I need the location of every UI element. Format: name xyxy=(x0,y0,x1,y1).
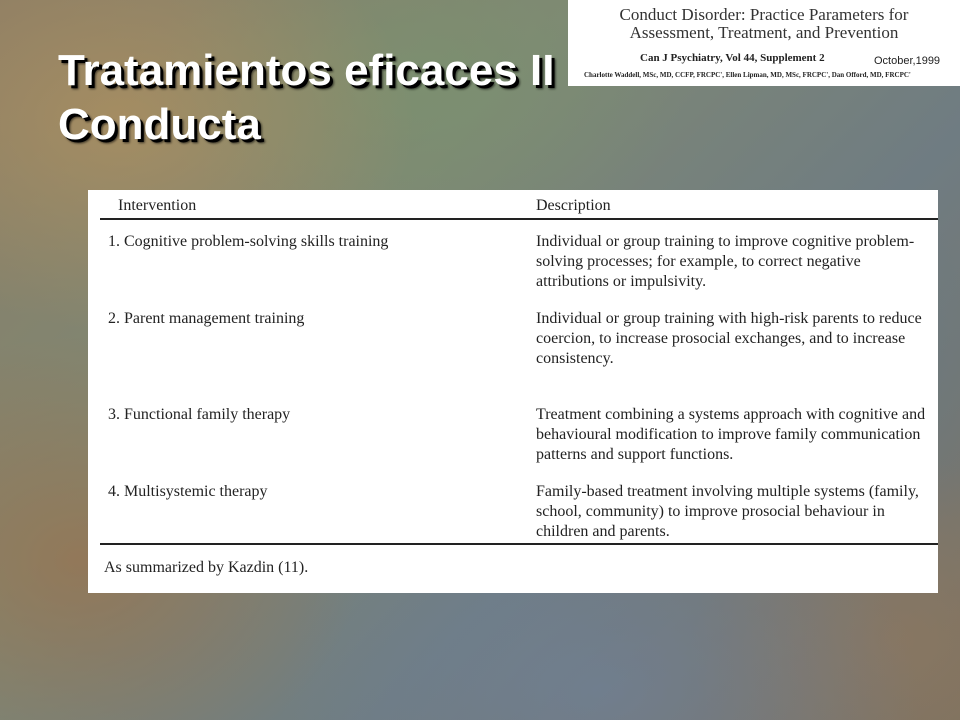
row-intervention: 1. Cognitive problem-solving skills training xyxy=(108,233,389,250)
footer-rule xyxy=(100,543,938,545)
header-description: Description xyxy=(536,197,611,214)
slide-title xyxy=(58,44,554,152)
header-intervention: Intervention xyxy=(118,197,197,214)
citation-title-line1: Conduct Disorder: Practice Parameters for xyxy=(619,5,909,24)
interventions-table xyxy=(88,190,938,593)
header-rule xyxy=(100,218,938,220)
row-description: Individual or group training with high-risk parents to reduce coercion, to increase prosocial exchanges, and to increase consistency. xyxy=(536,310,922,367)
row-description: Treatment combining a systems approach with cognitive and behavioural modification to improve family communication patterns and support functions. xyxy=(536,406,926,463)
row-intervention: 3. Functional family therapy xyxy=(108,406,291,423)
citation-title xyxy=(576,6,952,42)
table-note: As summarized by Kazdin (11). xyxy=(104,559,309,576)
citation-authors: Charlotte Waddell, MSc, MD, CCFP, FRCPC', Ellen Lipman, MD, MSc, FRCPC', Dan Offord, MD, FRCPC' xyxy=(584,71,911,79)
row-description: Individual or group training to improve cognitive problem-solving processes; for example, to correct negative attributions or impulsivity. xyxy=(536,233,915,290)
row-intervention: 4. Multisystemic therapy xyxy=(108,483,268,500)
citation-journal: Can J Psychiatry, Vol 44, Supplement 2 xyxy=(640,52,825,64)
slide-title-line1: Tratamientos eficaces II xyxy=(58,46,555,95)
slide-title-line2: Conducta xyxy=(58,100,261,149)
citation-title-line2: Assessment, Treatment, and Prevention xyxy=(629,23,899,42)
row-intervention: 2. Parent management training xyxy=(108,310,305,327)
citation-date: October,1999 xyxy=(874,55,941,67)
citation-box xyxy=(568,0,960,86)
row-description: Family-based treatment involving multiple systems (family, school, community) to improve prosocial behaviour in children and parents. xyxy=(536,483,919,540)
